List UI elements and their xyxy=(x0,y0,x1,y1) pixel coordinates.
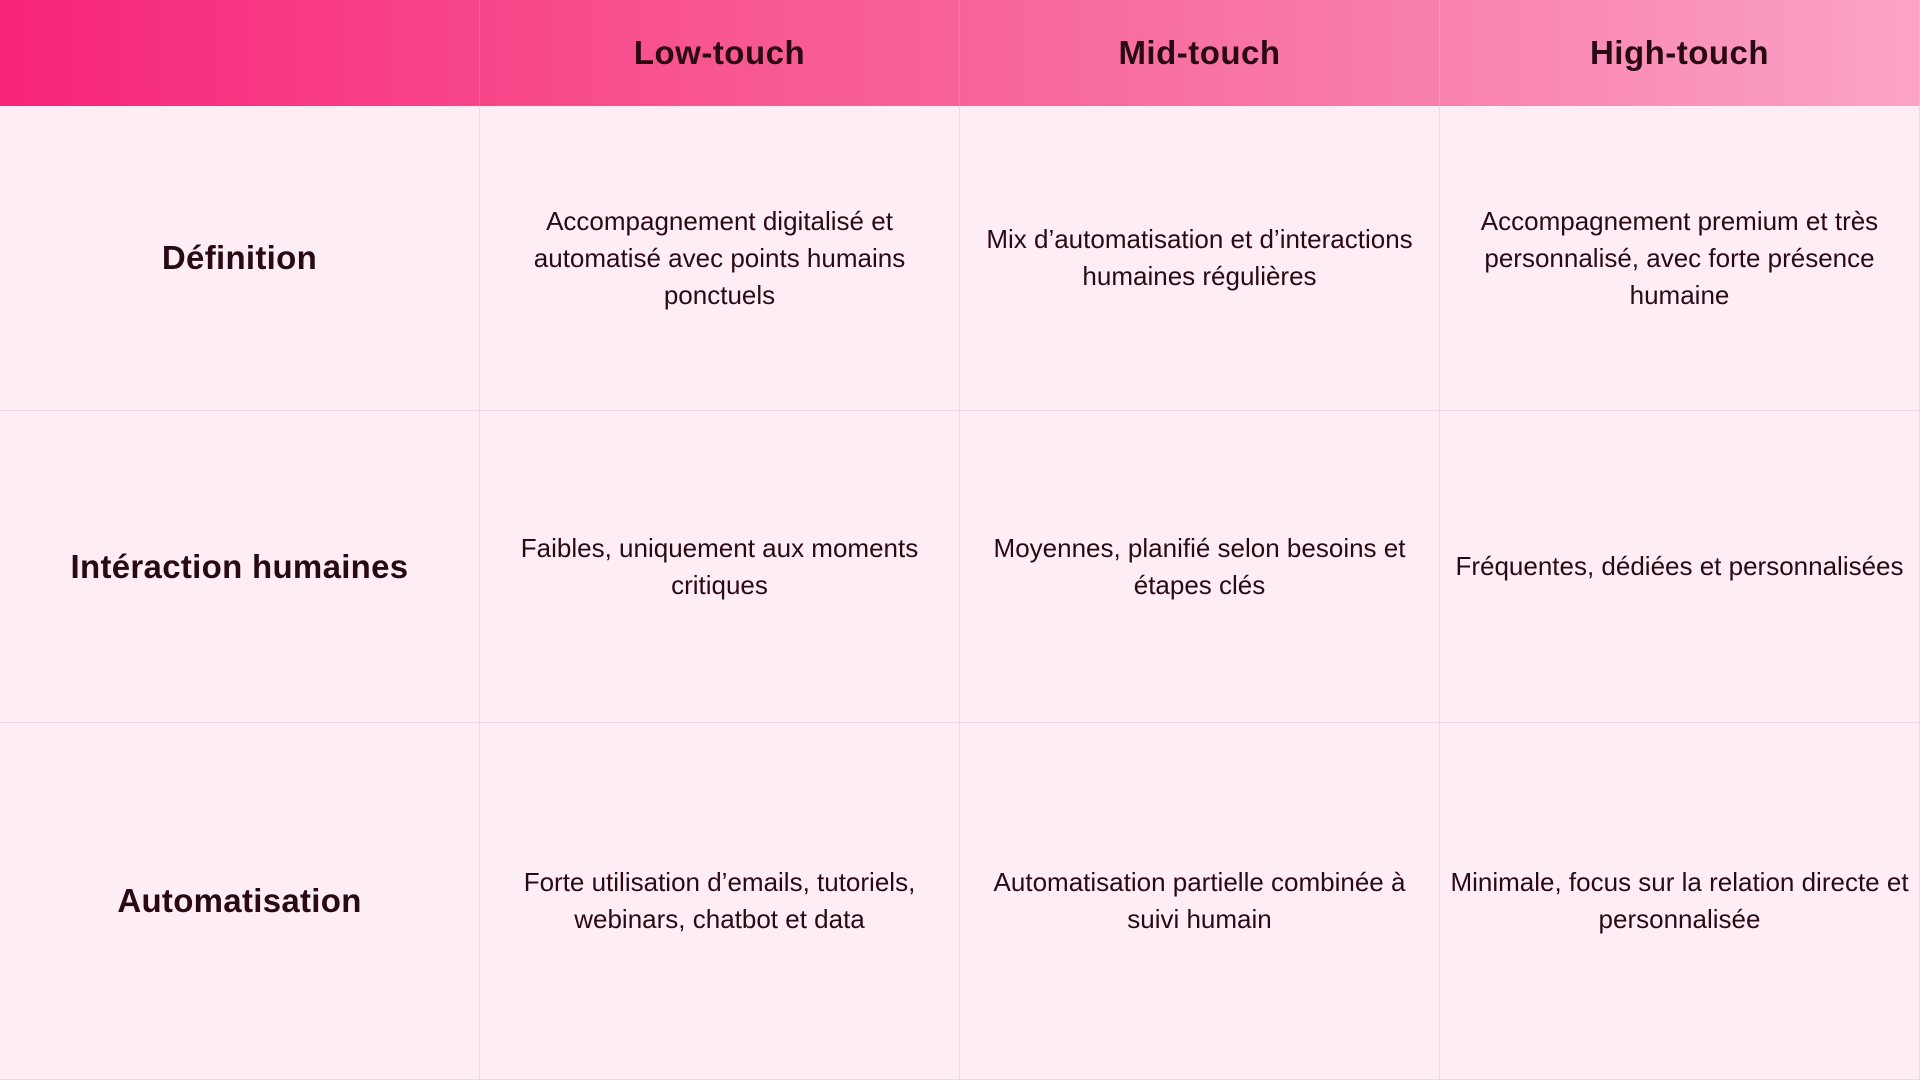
table-cell: Faibles, uniquement aux moments critiques xyxy=(480,411,960,723)
column-header-low-touch: Low-touch xyxy=(480,0,960,106)
table-cell: Mix d’automatisation et d’interactions humaines régulières xyxy=(960,106,1440,411)
row-label-automatisation: Automatisation xyxy=(0,723,480,1080)
header-corner-cell xyxy=(0,0,480,106)
table-cell: Forte utilisation d’emails, tutoriels, webinars, chatbot et data xyxy=(480,723,960,1080)
column-header-mid-touch: Mid-touch xyxy=(960,0,1440,106)
row-label-definition: Définition xyxy=(0,106,480,411)
column-header-high-touch: High-touch xyxy=(1440,0,1920,106)
table-cell: Automatisation partielle combinée à suivi humain xyxy=(960,723,1440,1080)
row-label-interaction: Intéraction humaines xyxy=(0,411,480,723)
table-cell: Moyennes, planifié selon besoins et étapes clés xyxy=(960,411,1440,723)
table-cell: Minimale, focus sur la relation directe et personnalisée xyxy=(1440,723,1920,1080)
table-cell: Accompagnement digitalisé et automatisé avec points humains ponctuels xyxy=(480,106,960,411)
table-cell: Fréquentes, dédiées et personnalisées xyxy=(1440,411,1920,723)
table-cell: Accompagnement premium et très personnalisé, avec forte présence humaine xyxy=(1440,106,1920,411)
